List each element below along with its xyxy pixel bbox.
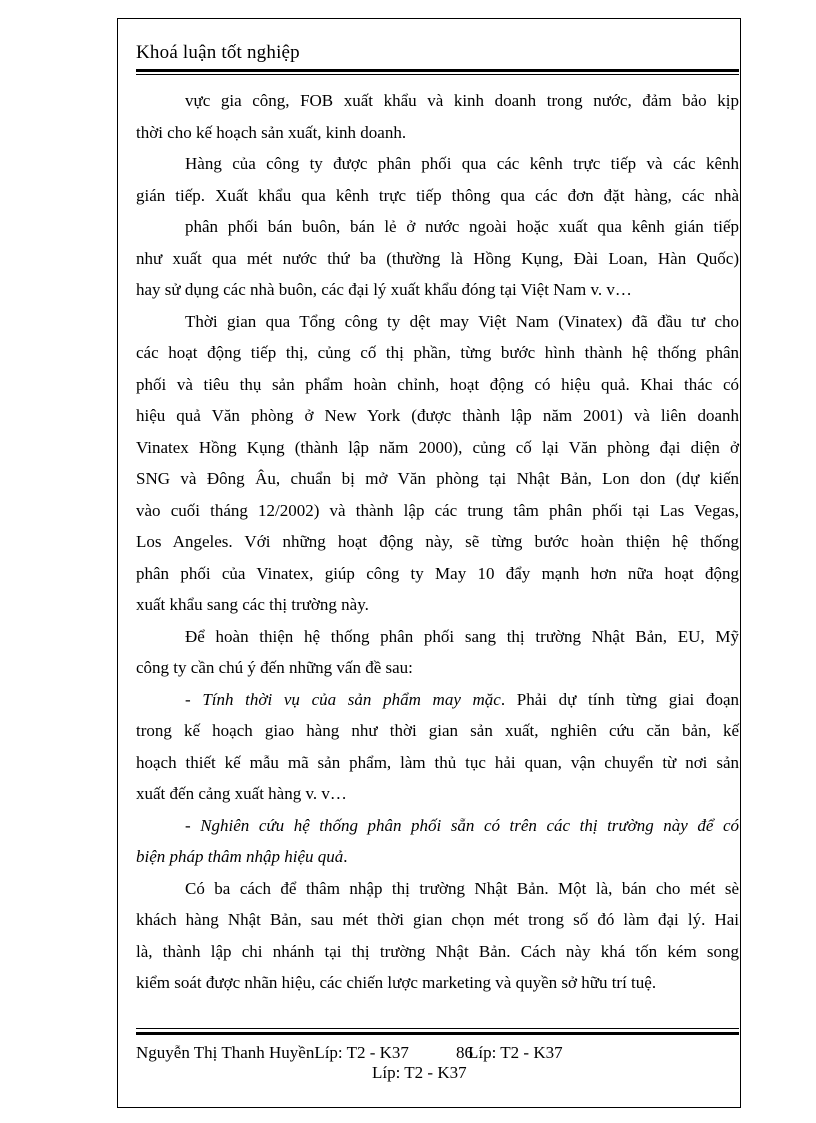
text-line: kiểm soát được nhãn hiệu, các chiến lược marketing và quyền sở hữu trí tuệ. [136,973,657,992]
text-line [136,690,739,710]
text-line: xuất khẩu sang các thị trường này. [136,595,369,614]
text-line: trong kế hoạch giao hàng như thời gian sản xuất, nghiên cứu căn bản, kế [136,721,739,740]
text-line: phân phối bán buôn, bán lẻ ở nước ngoài hoặc xuất qua kênh gián tiếp [185,217,739,236]
footer-rule-thick [136,1032,739,1035]
header-rule-thick [136,69,739,72]
text-line: các hoạt động tiếp thị, củng cố thị phần, từng bước hình thành hệ thống phân [136,343,739,362]
text-line: Vinatex Hồng Kụng (thành lập năm 2000), củng cố lại Văn phòng đại diện ở [136,437,739,457]
text-line: khách hàng Nhật Bản, sau mét thời gian chọn mét trong số đó làm đại lý. Hai [136,910,739,929]
text-line: như xuất qua mét nước thứ ba (thường là Hồng Kụng, Đài Loan, Hàn Quốc) [136,248,739,268]
footer-author-line [136,1043,409,1063]
footer-page-number: 86 [456,1043,473,1062]
text-line: vực gia công, FOB xuất khẩu và kinh doanh trong nước, đảm bảo kịp [185,91,739,110]
footer-author: Nguyễn Thị Thanh Huyền [136,1043,315,1062]
text-line: là, thành lập chi nhánh tại thị trường Nhật Bản. Cách này khá tốn kém song [136,941,739,961]
text-line: Hàng của công ty được phân phối qua các kênh trực tiếp và các kênh [185,154,739,173]
text-line: hoạch thiết kế mẫu mã sản phẩm, làm thủ tục hải quan, vận chuyển từ nơi sản [136,752,739,772]
text-line: Los Angeles. Với những hoạt động này, sẽ từng bước hoàn thiện hệ thống [136,532,739,551]
header-title: Khoá luận tốt nghiệp [136,42,300,63]
header-rule-thin [136,74,739,75]
footer-rule-thin [136,1028,739,1029]
text-line: hiệu quả Văn phòng ở New York (được thành lập năm 2001) và liên doanh [136,406,739,425]
footer-class-label-second: Líp: T2 - K37 [372,1063,467,1082]
italic-phrase: biện pháp thâm nhập hiệu quả [136,847,344,866]
text-line: vào cuối tháng 12/2002) và thành lập các trung tâm phân phối tại Las Vegas, [136,500,739,520]
text-line: công ty cần chú ý đến những vấn đề sau: [136,658,413,677]
italic-phrase: - Tính thời vụ của sản phẩm may mặc [185,689,501,709]
text-line: hay sử dụng các nhà buôn, các đại lý xuất khẩu đóng tại Việt Nam v. v… [136,280,632,299]
footer-class-label-overlap: Líp: T2 - K37 [468,1043,563,1062]
text-line: gián tiếp. Xuất khẩu qua kênh trực tiếp thông qua các đơn đặt hàng, các nhà [136,185,739,205]
text-line: SNG và Đông Âu, chuẩn bị mở Văn phòng tại Nhật Bản, Lon don (dự kiến [136,469,739,488]
line-rest: . [343,847,348,866]
text-line [136,847,739,867]
text-line: Thời gian qua Tổng công ty dệt may Việt Nam (Vinatex) đã đầu tư cho [185,311,739,331]
text-line: phân phối của Vinatex, giúp công ty May 10 đẩy mạnh hơn nữa hoạt động [136,563,739,583]
text-line: Có ba cách để thâm nhập thị trường Nhật Bản. Một là, bán cho mét sè [185,878,739,898]
footer-class-label: Líp: T2 - K37 [314,1043,409,1062]
text-line: phối và tiêu thụ sản phẩm hoàn chỉnh, hoạt động có hiệu quả. Khai thác có [136,374,739,394]
line-rest: . Phải dự tính từng giai đoạn [500,689,739,709]
text-line: xuất đến cảng xuất hàng v. v… [136,784,347,803]
text-line: thời cho kế hoạch sản xuất, kinh doanh. [136,122,407,142]
text-line: - Nghiên cứu hệ thống phân phối sẵn có trên các thị trường này để có [185,815,739,835]
text-line: Để hoàn thiện hệ thống phân phối sang thị trường Nhật Bản, EU, Mỹ [185,626,739,646]
